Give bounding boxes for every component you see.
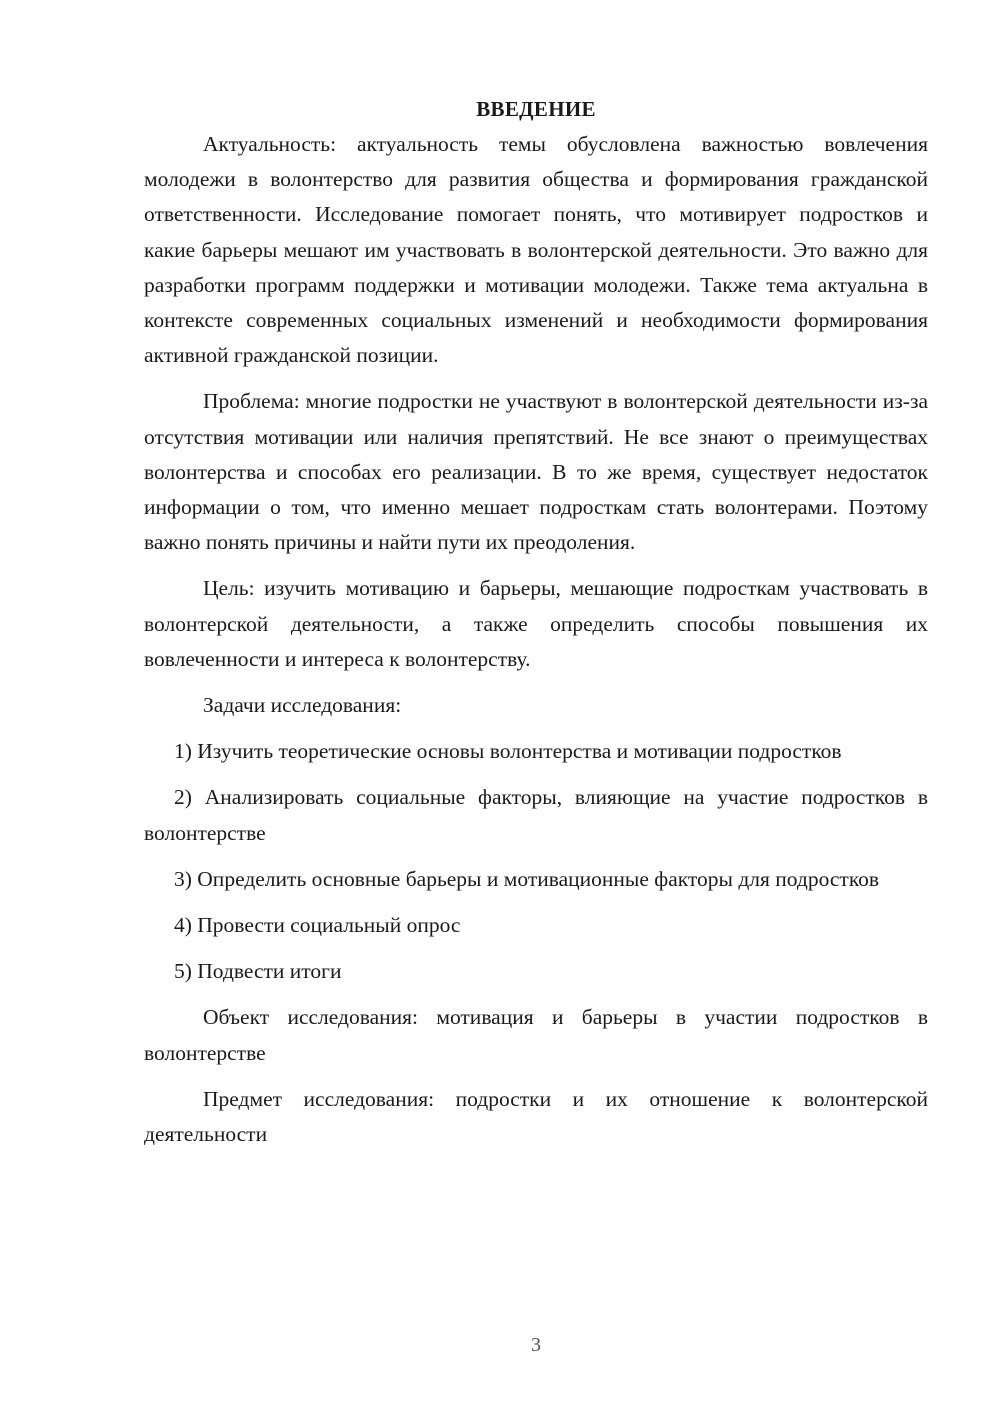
object-paragraph: Объект исследования: мотивация и барьеры в участии подростков в волонтерстве xyxy=(144,1005,928,1065)
goal-paragraph: Цель: изучить мотивацию и барьеры, мешающие подросткам участвовать в волонтерской деятельности, а также определить способы повышения их вовлеченности и интереса к волонтерству. xyxy=(144,576,928,671)
page-number: 3 xyxy=(531,1334,541,1356)
task-item-2: 2) Анализировать социальные факторы, влияющие на участие подростков в волонтерстве xyxy=(144,785,928,845)
task-item-4: 4) Провести социальный опрос xyxy=(174,913,461,938)
task-item-1: 1) Изучить теоретические основы волонтерства и мотивации подростков xyxy=(174,739,842,764)
document-page xyxy=(144,92,928,1163)
tasks-list xyxy=(144,734,928,989)
task-item-3: 3) Определить основные барьеры и мотивационные факторы для подростков xyxy=(174,866,880,891)
subject-paragraph: Предмет исследования: подростки и их отношение к волонтерской деятельности xyxy=(144,1086,928,1147)
task-item-5: 5) Подвести итоги xyxy=(174,959,342,984)
relevance-paragraph: Актуальность: актуальность темы обусловлена важностью вовлечения молодежи в волонтерство для развития общества и формирования гражданской ответственности. Исследование помогает понять, что мотивирует подростков и какие барьеры мешают им участвовать в волонтерской деятельности. Это важно для разработки программ поддержки и мотивации молодежи. Также тема актуальна в контексте современных социальных изменений и необходимости формирования активной гражданской позиции. xyxy=(144,132,928,368)
problem-paragraph: Проблема: многие подростки не участвуют в волонтерской деятельности из-за отсутствия мотивации или наличия препятствий. Не все знают о преимуществах волонтерства и способах его реализации. В то же время, существует недостаток информации о том, что именно мешает подросткам стать волонтерами. Поэтому важно понять причины и найти пути их преодоления. xyxy=(144,389,928,555)
tasks-heading: Задачи исследования: xyxy=(203,693,402,718)
page-title: ВВЕДЕНИЕ xyxy=(476,97,596,121)
